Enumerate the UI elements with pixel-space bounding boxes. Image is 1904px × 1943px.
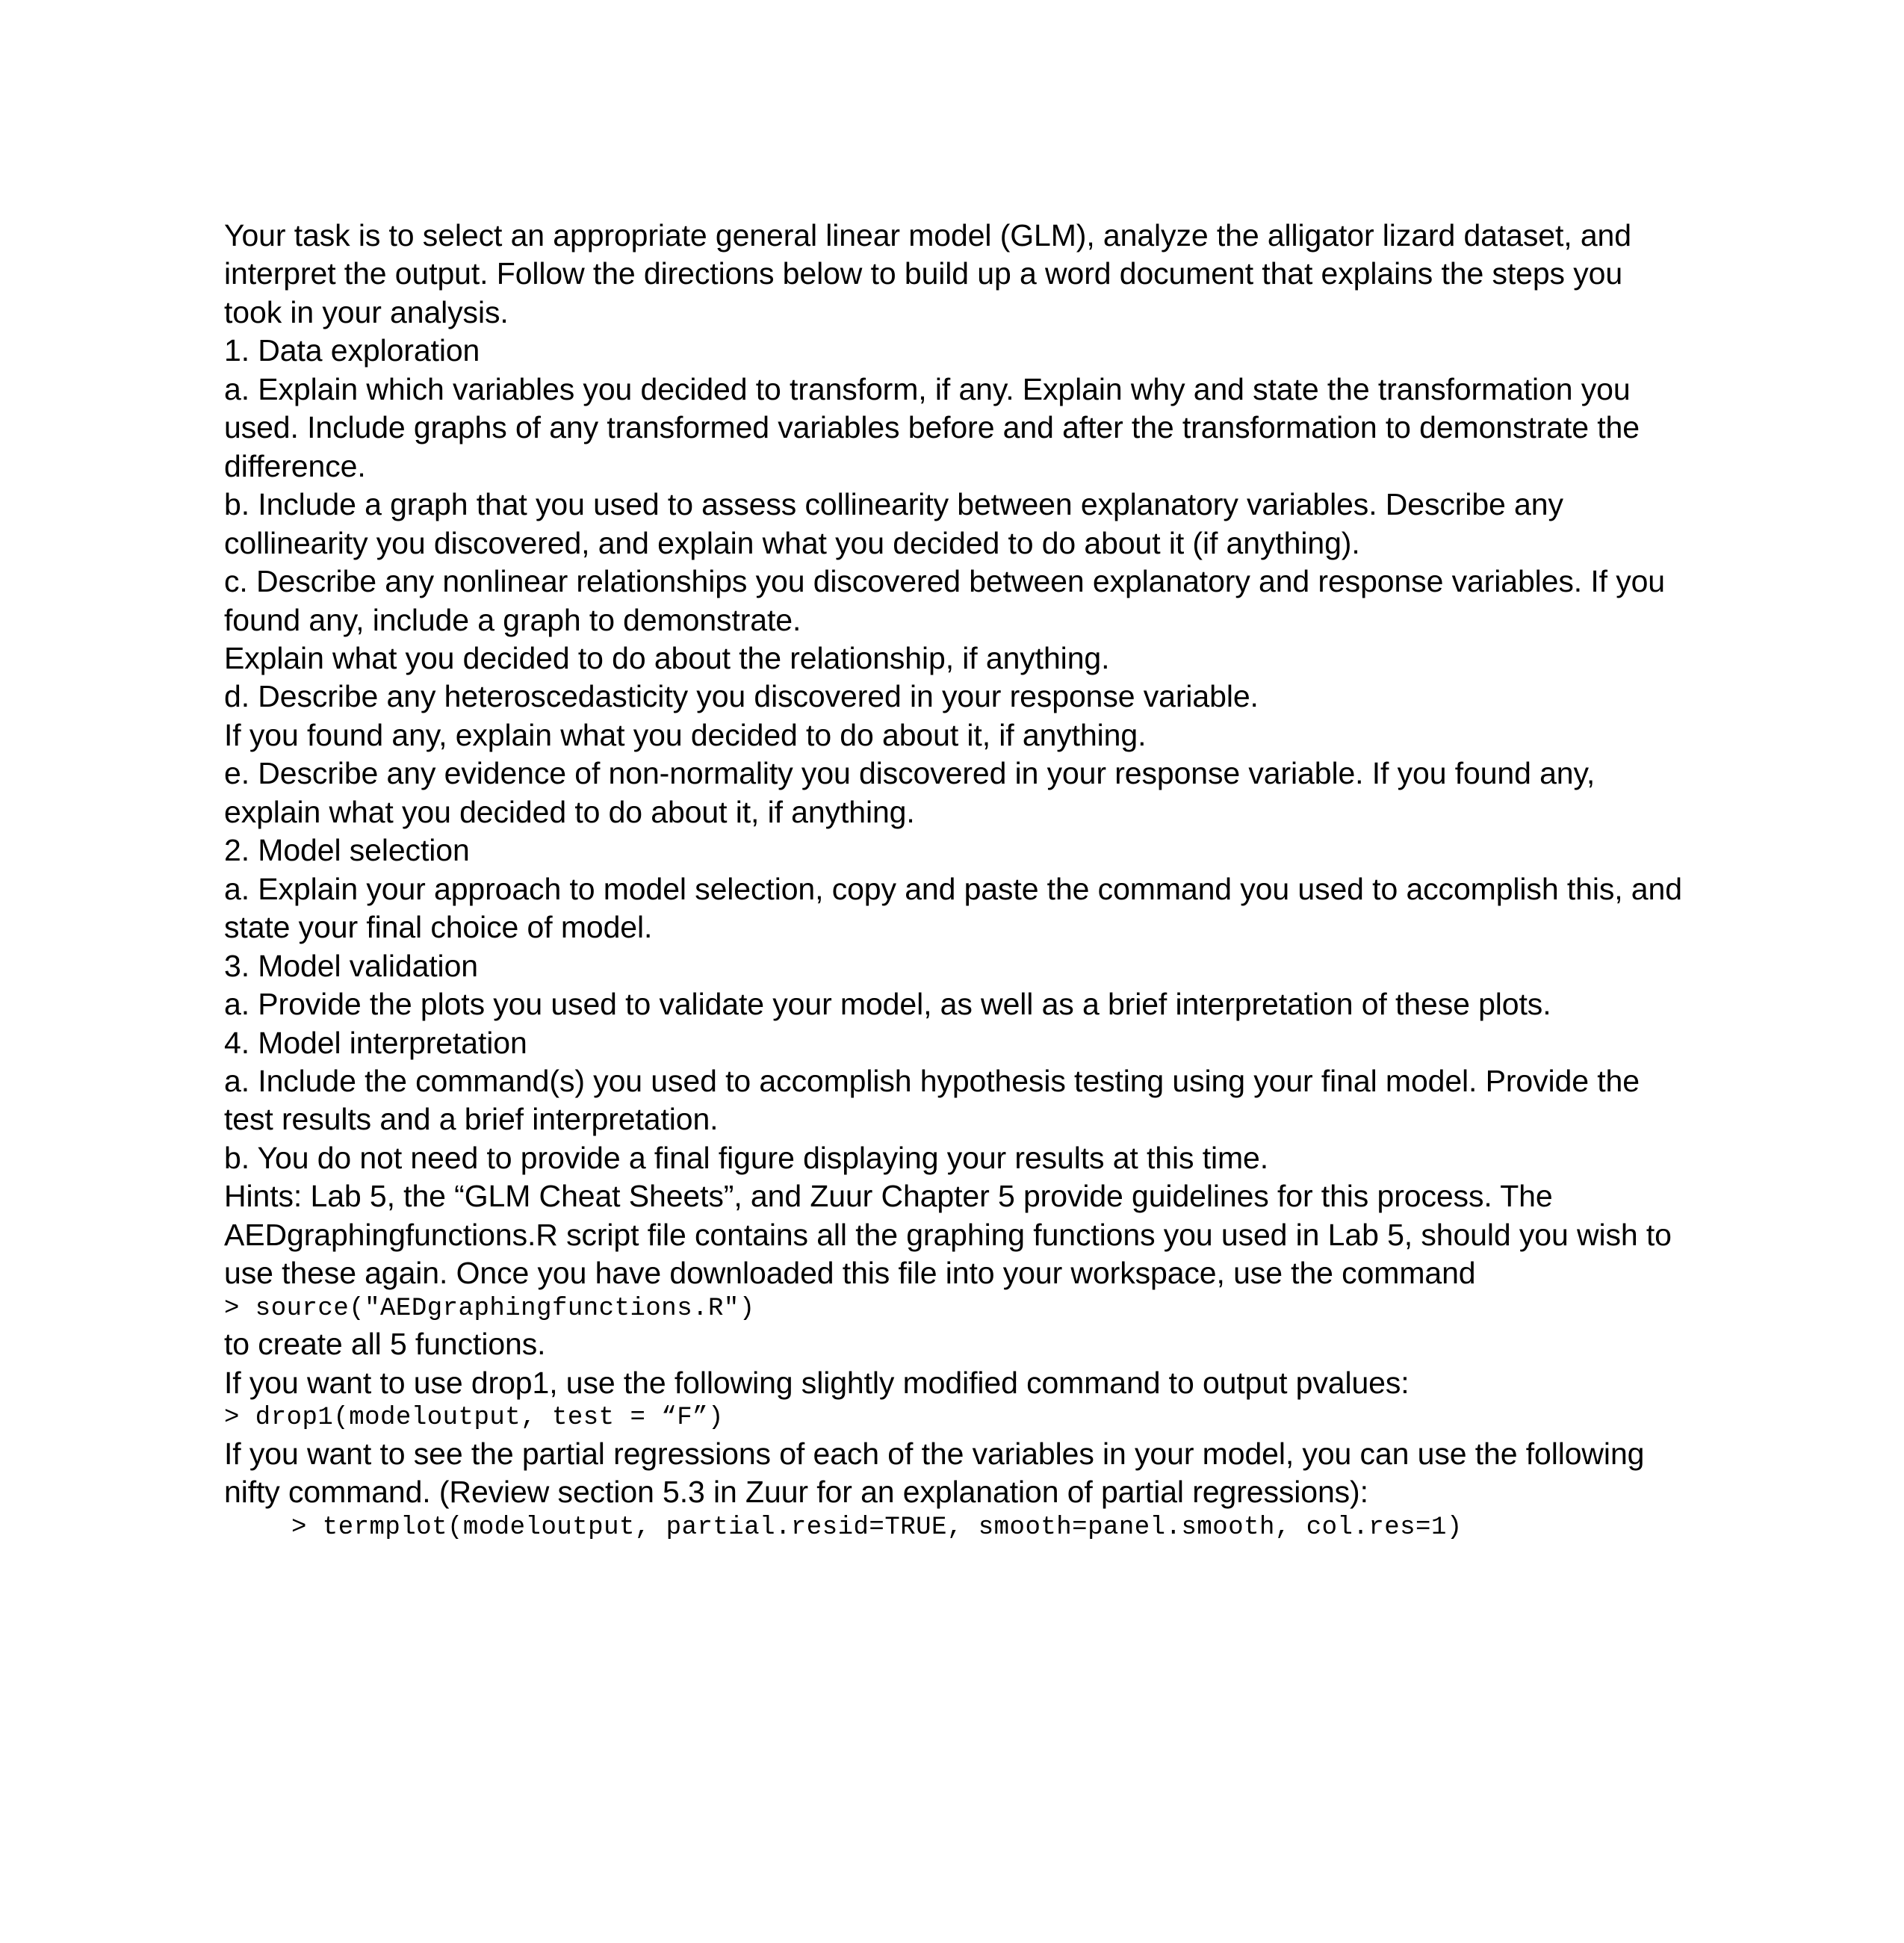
item-1c-continued: Explain what you decided to do about the relationship, if anything. [224, 640, 1110, 675]
code-source-command: > source("AEDgraphingfunctions.R") [224, 1294, 755, 1323]
document-body [224, 217, 1691, 1544]
section-heading-model-validation: 3. Model validation [224, 948, 478, 983]
code-drop1-command: > drop1(modeloutput, test = “F”) [224, 1404, 724, 1433]
drop1-note: If you want to use drop1, use the following slightly modified command to output pvalues: [224, 1365, 1410, 1400]
item-3a: a. Provide the plots you used to validate your model, as well as a brief interpretation of these plots. [224, 987, 1551, 1022]
code-termplot-command: > termplot(modeloutput, partial.resid=TRUE, smooth=panel.smooth, col.res=1) [291, 1513, 1463, 1542]
item-4b: b. You do not need to provide a final figure displaying your results at this time. [224, 1140, 1269, 1175]
item-4a: a. Include the command(s) you used to accomplish hypothesis testing using your final model. Provide the test results and a brief interpretation. [224, 1063, 1649, 1137]
section-heading-model-interpretation: 4. Model interpretation [224, 1025, 527, 1060]
section-heading-data-exploration: 1. Data exploration [224, 333, 480, 368]
item-2a: a. Explain your approach to model selection, copy and paste the command you used to accomplish this, and state your final choice of model. [224, 871, 1691, 945]
item-1d-continued: If you found any, explain what you decided to do about it, if anything. [224, 717, 1147, 752]
hints-paragraph: Hints: Lab 5, the “GLM Cheat Sheets”, and Zuur Chapter 5 provide guidelines for this process. The AEDgraphingfunctions.R script file contains all the graphing functions you used in Lab 5, should you wish to use these again. Once you have downloaded this file into your workspace, use the command [224, 1179, 1681, 1291]
section-heading-model-selection: 2. Model selection [224, 833, 470, 868]
partial-regressions-note: If you want to see the partial regressions of each of the variables in your model, you can use the following nifty command. (Review section 5.3 in Zuur for an explanation of partial regressions): [224, 1436, 1653, 1510]
item-1e: e. Describe any evidence of non-normality you discovered in your response variable. If you found any, explain what you decided to do about it, if anything. [224, 756, 1604, 829]
create-functions-note: to create all 5 functions. [224, 1327, 546, 1362]
intro-paragraph: Your task is to select an appropriate general linear model (GLM), analyze the alligator lizard dataset, and interpret the output. Follow the directions below to build up a word document that explains the steps you took in your analysis. [224, 218, 1640, 329]
item-1c: c. Describe any nonlinear relationships you discovered between explanatory and response variables. If you found any, include a graph to demonstrate. [224, 564, 1674, 637]
item-1a: a. Explain which variables you decided to transform, if any. Explain why and state the transformation you used. Include graphs of any transformed variables before and after the transformation to demonstrate the difference. [224, 371, 1649, 483]
item-1d: d. Describe any heteroscedasticity you discovered in your response variable. [224, 679, 1259, 714]
item-1b: b. Include a graph that you used to assess collinearity between explanatory variables. Describe any collinearity you discovered, and explain what you decided to do about it (if anything). [224, 487, 1572, 560]
